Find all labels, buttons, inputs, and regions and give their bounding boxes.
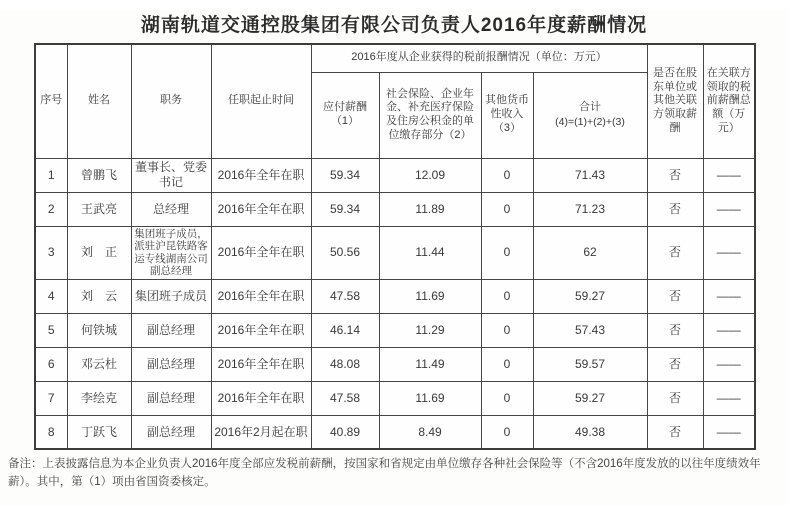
cell-related-amount: —— [703,279,755,313]
table-row [35,381,755,415]
cell-term: 2016年全年在职 [211,279,311,313]
cell-related: 否 [647,192,703,226]
cell-total: 57.43 [533,313,647,347]
cell-insurance: 11.89 [379,192,481,226]
cell-other: 0 [481,347,533,381]
cell-related: 否 [647,381,703,415]
cell-other: 0 [481,279,533,313]
document-page [0,10,788,506]
cell-serial: 8 [35,415,67,449]
cell-total: 62 [533,226,647,279]
cell-name: 李绘克 [67,381,131,415]
cell-related-amount: —— [703,158,755,192]
cell-related-amount: —— [703,192,755,226]
cell-position: 副总经理 [131,415,211,449]
cell-related-amount: —— [703,381,755,415]
cell-other: 0 [481,313,533,347]
cell-insurance: 11.69 [379,279,481,313]
cell-total: 49.38 [533,415,647,449]
cell-insurance: 11.29 [379,313,481,347]
cell-related: 否 [647,226,703,279]
cell-name: 丁跃飞 [67,415,131,449]
cell-insurance: 11.44 [379,226,481,279]
header-related-party: 是否在股东单位或其他关联方领取薪酬 [647,44,703,158]
table-row [35,415,755,449]
cell-total: 59.27 [533,279,647,313]
header-total-label: 合计 [579,100,602,113]
cell-related: 否 [647,313,703,347]
cell-related: 否 [647,158,703,192]
cell-payable: 47.58 [311,381,379,415]
header-total [533,72,647,158]
cell-serial: 5 [35,313,67,347]
cell-other: 0 [481,415,533,449]
cell-position: 董事长、党委书记 [131,158,211,192]
header-name: 姓名 [67,44,131,158]
cell-name: 王武亮 [67,192,131,226]
table-row [35,192,755,226]
cell-name: 刘 正 [67,226,131,279]
table-row [35,313,755,347]
cell-position: 副总经理 [131,313,211,347]
cell-serial: 1 [35,158,67,192]
header-insurance: 社会保险、企业年金、补充医疗保险及住房公积金的单位缴存部分（2） [379,72,481,158]
cell-position: 总经理 [131,192,211,226]
cell-position: 集团班子成员，派驻沪昆铁路客运专线湖南公司副总经理 [131,226,211,279]
header-row-group [35,44,755,72]
table-body [35,158,755,449]
cell-related: 否 [647,279,703,313]
cell-other: 0 [481,158,533,192]
cell-serial: 2 [35,192,67,226]
cell-related-amount: —— [703,415,755,449]
page-title: 湖南轨道交通控股集团有限公司负责人2016年度薪酬情况 [140,15,648,36]
cell-position: 集团班子成员 [131,279,211,313]
header-serial: 序号 [35,44,67,158]
cell-related-amount: —— [703,347,755,381]
salary-table [34,43,756,450]
cell-insurance: 12.09 [379,158,481,192]
cell-position: 副总经理 [131,347,211,381]
cell-name: 邓云杜 [67,347,131,381]
cell-serial: 3 [35,226,67,279]
cell-payable: 46.14 [311,313,379,347]
header-term: 任职起止时间 [211,44,311,158]
header-compensation-group: 2016年度从企业获得的税前报酬情况（单位：万元） [311,44,647,72]
cell-payable: 59.34 [311,158,379,192]
cell-term: 2016年2月起在职 [211,415,311,449]
table-row [35,226,755,279]
cell-payable: 40.89 [311,415,379,449]
cell-total: 59.57 [533,347,647,381]
cell-serial: 4 [35,279,67,313]
header-payable: 应付薪酬（1） [311,72,379,158]
table-row [35,158,755,192]
cell-term: 2016年全年在职 [211,347,311,381]
cell-term: 2016年全年在职 [211,381,311,415]
cell-name: 曾鹏飞 [67,158,131,192]
cell-related-amount: —— [703,226,755,279]
cell-term: 2016年全年在职 [211,192,311,226]
cell-name: 何铁城 [67,313,131,347]
cell-related: 否 [647,415,703,449]
cell-other: 0 [481,226,533,279]
cell-insurance: 11.69 [379,381,481,415]
table-header [35,44,755,158]
cell-other: 0 [481,381,533,415]
cell-name: 刘 云 [67,279,131,313]
header-other-income: 其他货币性收入（3） [481,72,533,158]
cell-related-amount: —— [703,313,755,347]
cell-other: 0 [481,192,533,226]
cell-total: 71.23 [533,192,647,226]
table-row [35,279,755,313]
cell-payable: 59.34 [311,192,379,226]
cell-serial: 7 [35,381,67,415]
footnote: 备注：上表披露信息为本企业负责人2016年度全部应发税前薪酬，按国家和省规定由单位缴存各种社会保险等（不含2016年度发放的以往年度绩效年薪）。其中，第（1）项由省国资委核定。 [8,458,761,488]
table-row [35,347,755,381]
cell-payable: 50.56 [311,226,379,279]
header-related-amount: 在关联方领取的税前薪酬总额（万元） [703,44,755,158]
cell-term: 2016年全年在职 [211,226,311,279]
cell-term: 2016年全年在职 [211,313,311,347]
header-position: 职务 [131,44,211,158]
cell-related: 否 [647,347,703,381]
cell-serial: 6 [35,347,67,381]
header-total-formula: (4)=(1)+(2)+(3) [555,116,625,129]
cell-position: 副总经理 [131,381,211,415]
cell-total: 71.43 [533,158,647,192]
cell-insurance: 8.49 [379,415,481,449]
cell-payable: 47.58 [311,279,379,313]
cell-term: 2016年全年在职 [211,158,311,192]
cell-payable: 48.08 [311,347,379,381]
cell-total: 59.27 [533,381,647,415]
cell-insurance: 11.49 [379,347,481,381]
